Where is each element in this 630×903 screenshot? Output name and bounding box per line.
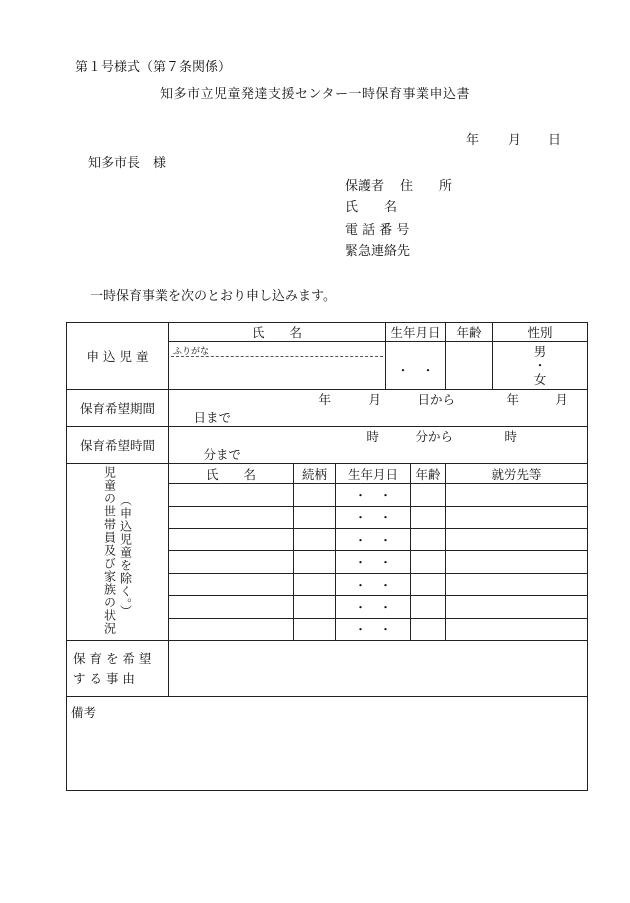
time-h1: 時: [366, 429, 379, 444]
reason-label: [67, 641, 169, 697]
child-name-header: 氏 名: [169, 323, 386, 342]
family-name-cell[interactable]: [169, 506, 294, 528]
guardian-address-label: 住 所: [400, 179, 453, 194]
application-table: [66, 322, 588, 791]
family-name-cell[interactable]: [169, 484, 294, 506]
family-label-main: 児童の世帯員及び家族の状況: [102, 466, 117, 635]
period-y2: 年: [506, 392, 519, 407]
child-sex-field[interactable]: [493, 342, 588, 390]
reason-field[interactable]: [169, 641, 588, 697]
child-sex-header: 性別: [493, 323, 588, 342]
family-work-cell[interactable]: [446, 551, 588, 573]
period-d1: 日から: [417, 392, 455, 407]
reason-label-line1: 保 育 を 希 望: [73, 650, 152, 666]
child-header-row: [67, 323, 588, 342]
guardian-label: 保護者: [345, 179, 385, 194]
family-work-cell[interactable]: [446, 506, 588, 528]
family-relation-cell[interactable]: [294, 596, 336, 618]
family-work-header: 就労先等: [446, 464, 588, 484]
family-birth-header: 生年月日: [336, 464, 411, 484]
family-birth-cell[interactable]: ・ ・: [336, 573, 411, 595]
remarks-field[interactable]: [67, 697, 588, 791]
family-name-cell[interactable]: [169, 596, 294, 618]
family-name-cell[interactable]: [169, 618, 294, 640]
child-age-header: 年齢: [446, 323, 493, 342]
child-birth-header: 生年月日: [386, 323, 446, 342]
child-name-field[interactable]: [169, 342, 386, 390]
date-year: 年: [466, 133, 480, 148]
form-title: 知多市立児童発達支援センター一時保育事業申込書: [160, 87, 470, 102]
time-label: 保育希望時間: [67, 427, 169, 464]
family-work-cell[interactable]: [446, 596, 588, 618]
guardian-phone-label: 電 話 番 号: [345, 223, 410, 238]
family-age-cell[interactable]: [411, 529, 446, 551]
family-age-cell[interactable]: [411, 596, 446, 618]
period-d2: 日まで: [193, 410, 231, 425]
family-age-cell[interactable]: [411, 506, 446, 528]
family-work-cell[interactable]: [446, 484, 588, 506]
family-birth-cell[interactable]: ・ ・: [336, 551, 411, 573]
family-work-cell[interactable]: [446, 618, 588, 640]
family-age-cell[interactable]: [411, 618, 446, 640]
family-relation-cell[interactable]: [294, 618, 336, 640]
remarks-label: 備考: [71, 705, 97, 720]
family-age-cell[interactable]: [411, 573, 446, 595]
child-row-label: 申 込 児 童: [67, 323, 169, 390]
time-min1: 分から: [415, 429, 453, 444]
addressee: 知多市長 様: [88, 156, 167, 171]
family-label-cell: [67, 464, 169, 641]
period-m2: 月: [555, 392, 568, 407]
family-relation-cell[interactable]: [294, 484, 336, 506]
remarks-row: [67, 697, 588, 791]
reason-label-line2: す る 事 由: [73, 670, 135, 686]
guardian-emergency-label: 緊急連絡先: [345, 244, 411, 259]
child-birth-field[interactable]: ・ ・: [386, 342, 446, 390]
date-day: 日: [548, 133, 562, 148]
period-field[interactable]: [169, 390, 588, 427]
family-name-header: 氏 名: [169, 464, 294, 484]
family-relation-cell[interactable]: [294, 506, 336, 528]
period-y1: 年: [318, 392, 331, 407]
sex-female: 女: [533, 371, 547, 387]
time-min2: 分まで: [203, 447, 241, 462]
family-birth-cell[interactable]: ・ ・: [336, 618, 411, 640]
family-name-cell[interactable]: [169, 551, 294, 573]
time-row: [67, 427, 588, 464]
guardian-name-label: 氏 名: [345, 200, 398, 215]
period-m1: 月: [368, 392, 381, 407]
sex-male: 男: [533, 343, 547, 359]
family-relation-cell[interactable]: [294, 573, 336, 595]
family-relation-cell[interactable]: [294, 529, 336, 551]
family-label-sub: （申込児童を除く。）: [118, 494, 133, 618]
family-birth-cell[interactable]: ・ ・: [336, 596, 411, 618]
family-work-cell[interactable]: [446, 573, 588, 595]
child-age-field[interactable]: [446, 342, 493, 390]
intro-text: 一時保育事業を次のとおり申し込みます。: [90, 289, 336, 304]
family-age-header: 年齢: [411, 464, 446, 484]
family-name-cell[interactable]: [169, 573, 294, 595]
family-age-cell[interactable]: [411, 484, 446, 506]
family-work-cell[interactable]: [446, 529, 588, 551]
time-field[interactable]: [169, 427, 588, 464]
furigana-label: ふりがな: [173, 347, 210, 357]
reason-row: [67, 641, 588, 697]
family-age-cell[interactable]: [411, 551, 446, 573]
form-number: 第１号様式（第７条関係）: [75, 60, 232, 75]
family-birth-cell[interactable]: ・ ・: [336, 484, 411, 506]
period-label: 保育希望期間: [67, 390, 169, 427]
family-relation-header: 続柄: [294, 464, 336, 484]
time-h2: 時: [504, 429, 517, 444]
family-relation-cell[interactable]: [294, 551, 336, 573]
family-name-cell[interactable]: [169, 529, 294, 551]
period-row: [67, 390, 588, 427]
family-birth-cell[interactable]: ・ ・: [336, 529, 411, 551]
family-header-row: [67, 464, 588, 484]
family-birth-cell[interactable]: ・ ・: [336, 506, 411, 528]
date-month: 月: [508, 133, 522, 148]
sex-dot: ・: [533, 357, 547, 373]
